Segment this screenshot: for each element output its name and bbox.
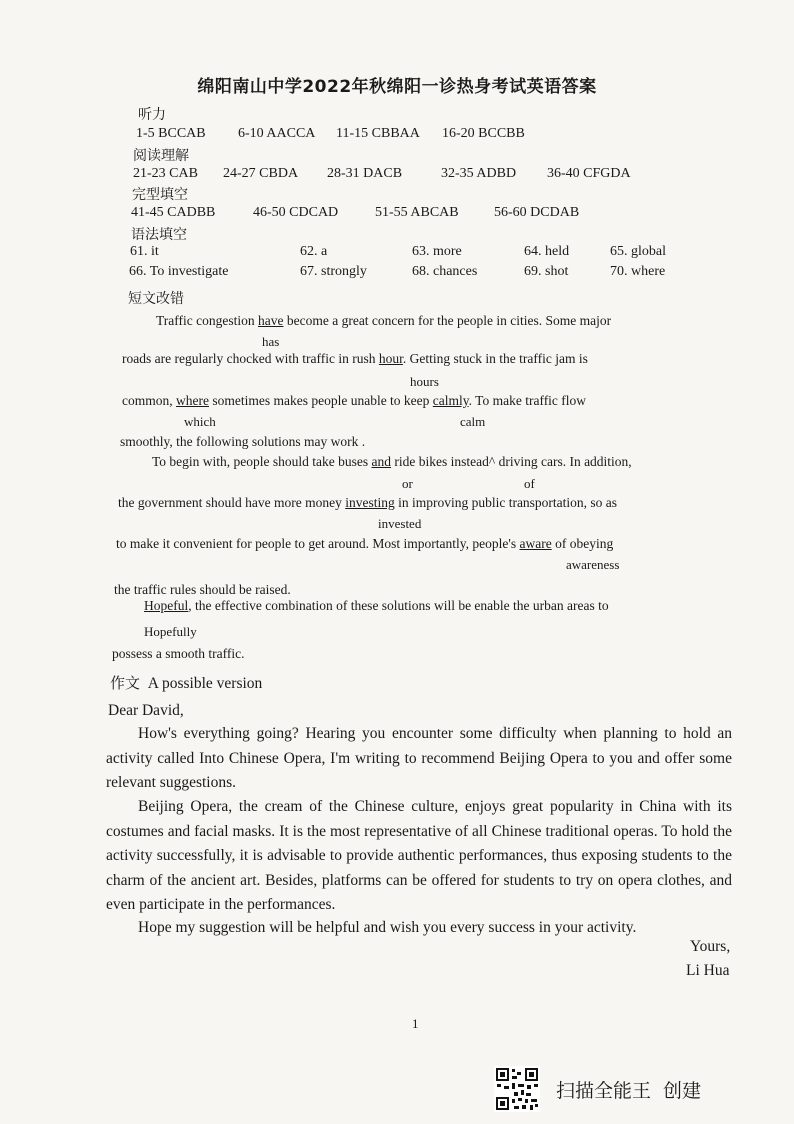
correction-fix-calm: calm	[460, 414, 486, 429]
correction-fix-has: has	[262, 334, 280, 349]
correction-error-have: have	[258, 313, 284, 328]
correction-fix-which: which	[184, 414, 216, 429]
correction-fix-awareness: awareness	[566, 557, 620, 572]
correction-error-investing: investing	[345, 495, 395, 510]
page-title: 绵阳南山中学2022年秋绵阳一诊热身考试英语答案	[197, 77, 597, 97]
cloze-group-3: 51-55 ABCAB	[375, 205, 459, 220]
correction-error-and: and	[371, 454, 392, 469]
correction-line-8: the traffic rules should be raised.	[114, 582, 291, 597]
correction-line-6: the government should have more money investing in improving public transportation, so as	[118, 495, 618, 510]
reading-label: 阅读理解	[133, 148, 189, 164]
cloze-group-1: 41-45 CADBB	[131, 205, 216, 220]
correction-error-hopeful: Hopeful	[144, 598, 189, 613]
cloze-group-2: 46-50 CDCAD	[253, 205, 339, 220]
cloze-label: 完型填空	[132, 187, 188, 203]
grammar-item-63: 63. more	[412, 244, 462, 259]
reading-group-1: 21-23 CAB	[133, 166, 198, 181]
grammar-label: 语法填空	[131, 227, 187, 243]
correction-line-7: to make it convenient for people to get around. Most importantly, people's aware of obeying	[116, 536, 614, 551]
letter-paragraph-1: How's everything going? Hearing you encounter some difficulty when planning to hold an activity called Into Chinese Opera, I'm writing to recommend Beijing Opera to you and offer some relevant suggestions.	[106, 725, 732, 791]
grammar-item-64: 64. held	[524, 244, 570, 259]
reading-group-5: 36-40 CFGDA	[547, 166, 631, 181]
grammar-item-65: 65. global	[610, 244, 666, 259]
correction-fix-of: of	[524, 476, 535, 491]
writing-version: A possible version	[147, 675, 263, 692]
letter-signature: Li Hua	[686, 962, 730, 979]
reading-group-3: 28-31 DACB	[327, 166, 403, 181]
listening-answers	[136, 126, 525, 142]
cloze-answers	[131, 205, 579, 221]
scanner-app-name: 扫描全能王	[556, 1080, 652, 1102]
grammar-item-68: 68. chances	[412, 264, 478, 279]
letter-greeting: Dear David,	[108, 702, 184, 719]
correction-error-where: where	[176, 393, 209, 408]
writing-heading	[110, 672, 262, 693]
letter-paragraph-2: Beijing Opera, the cream of the Chinese culture, enjoys great popularity in China with its costumes and facial masks. It is the most representative of all Chinese traditional operas. To hold the activity successfully, it is advisable to provide authentic performances, thus exposing students to the charm of the ancient art. Besides, platforms can be offered for students to try on opera clothes, and even participate in the performances.	[106, 798, 732, 913]
cloze-group-4: 56-60 DCDAB	[494, 205, 580, 220]
letter-paragraph-3: Hope my suggestion will be helpful and wish you every success in your activity.	[138, 919, 637, 936]
correction-line-10: possess a smooth traffic.	[112, 646, 245, 661]
grammar-item-70: 70. where	[610, 264, 666, 279]
grammar-item-62: 62. a	[300, 244, 328, 259]
correction-line-3: common, where sometimes makes people unable to keep calmly. To make traffic flow	[122, 393, 587, 408]
grammar-row-1	[130, 244, 666, 260]
listening-label: 听力	[138, 107, 166, 123]
correction-fix-hours: hours	[410, 374, 439, 389]
scanner-created-label: 创建	[663, 1080, 702, 1102]
correction-line-1: Traffic congestion have become a great concern for the people in cities. Some major	[156, 313, 612, 328]
correction-error-hour: hour	[378, 351, 403, 366]
reading-group-4: 32-35 ADBD	[441, 166, 517, 181]
correction-line-4: smoothly, the following solutions may work .	[120, 434, 366, 449]
listening-group-4: 16-20 BCCBB	[442, 126, 525, 141]
correction-fix-or: or	[402, 476, 413, 491]
grammar-row-2	[129, 264, 665, 280]
correction-line-5: To begin with, people should take buses and ride bikes instead^ driving cars. In addition,	[152, 454, 632, 469]
grammar-item-69: 69. shot	[524, 264, 569, 279]
correction-line-2: roads are regularly chocked with traffic in rush hour. Getting stuck in the traffic jam is	[122, 351, 588, 366]
listening-group-2: 6-10 AACCA	[238, 126, 316, 141]
correction-error-calmly: calmly	[432, 393, 469, 408]
correction-fix-hopefully: Hopefully	[144, 624, 197, 639]
reading-answers	[133, 166, 631, 182]
grammar-item-66: 66. To investigate	[129, 264, 229, 279]
reading-group-2: 24-27 CBDA	[223, 166, 299, 181]
correction-label: 短文改错	[128, 291, 184, 307]
scanner-watermark	[556, 1076, 701, 1103]
correction-error-aware: aware	[519, 536, 552, 551]
correction-line-9: Hopeful, the effective combination of these solutions will be enable the urban areas to	[144, 598, 609, 613]
listening-group-1: 1-5 BCCAB	[136, 126, 206, 141]
letter-closing: Yours,	[690, 938, 731, 955]
listening-group-3: 11-15 CBBAA	[336, 126, 420, 141]
grammar-item-61: 61. it	[130, 244, 159, 259]
grammar-item-67: 67. strongly	[300, 264, 367, 279]
correction-fix-invested: invested	[378, 516, 422, 531]
writing-label: 作文	[110, 674, 141, 692]
page-number: 1	[412, 1016, 419, 1031]
qr-code-icon	[494, 1066, 540, 1112]
